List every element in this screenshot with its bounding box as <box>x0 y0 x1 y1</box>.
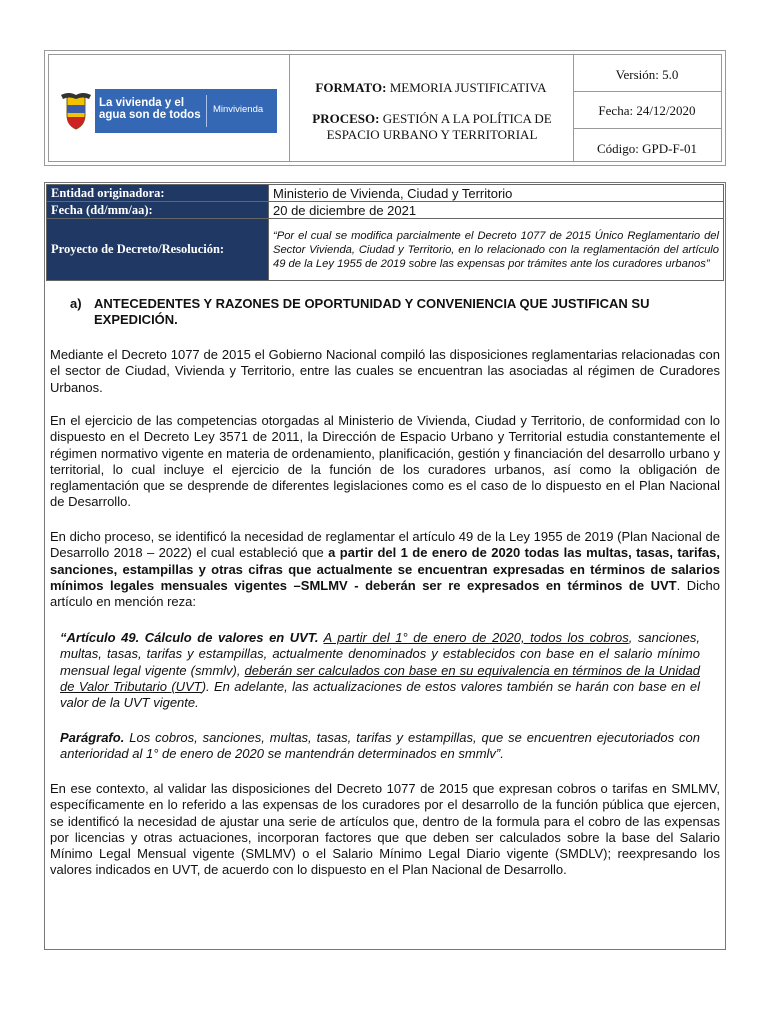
minvivienda-logo <box>55 89 277 133</box>
paragraph-1: Mediante el Decreto 1077 de 2015 el Gobierno Nacional compiló las disposiciones reglamentarias relacionadas con el sector de Ciudad, Vivienda y Territorio, entre las cuales se encuentran las asociadas al régimen de Curadores Urbanos. <box>50 347 720 395</box>
proyecto-value: “Por el cual se modifica parcialmente el Decreto 1077 de 2015 Único Reglamentario del Sector Vivienda, Ciudad y Territorio, en lo relacionado con la reglamentación del artículo 49 de la Ley 1955 de 2019 sobre las expensas por trámites ante los curadores urbanos” <box>269 219 724 281</box>
document-header <box>44 50 726 166</box>
section-title: ANTECEDENTES Y RAZONES DE OPORTUNIDAD Y CONVENIENCIA QUE JUSTIFICAN SU EXPEDICIÓN. <box>94 296 650 327</box>
formato-title: FORMATO: MEMORIA JUSTIFICATIVA <box>315 80 547 95</box>
proceso-title: PROCESO: GESTIÓN A LA POLÍTICA DE ESPACIO URBANO Y TERRITORIAL <box>312 111 552 142</box>
entidad-label: Entidad originadora: <box>47 185 269 202</box>
fecha-doc-value: 20 de diciembre de 2021 <box>269 202 724 219</box>
logo-cell <box>49 55 290 161</box>
paragraph-3: En dicho proceso, se identificó la necesidad de reglamentar el artículo 49 de la Ley 1955 de 2019 (Plan Nacional de Desarrollo 2018 – 2022) el cual estableció que a partir del 1 de enero de 2020 todas las multas, tasas, tarifas, sanciones, estampillas y otras cifras que actualmente se encuentran expresadas en términos de salarios mínimos legales mensuales vigentes –SMLMV - deberán ser re expresados en términos de UVT. Dicho artículo en mención reza: <box>50 529 720 610</box>
paragraph-4: En ese contexto, al validar las disposiciones del Decreto 1077 de 2015 que expresan cobros o tarifas en SMLMV, específicamente en lo referido a las expensas de los curadores por el desarrollo de la función pública que ejercen, se identificó la necesidad de ajustar una serie de artículos que, dentro de la formula para el cobro de las expensas por licencias y otras actuaciones, incorporan factores que que deben ser calculados sobre la base del Salario Mínimo Legal Mensual vigente (SMLMV) o el Salario Mínimo Legal Diario vigente (SMDLV); reexpresando los valores indicados en UVT, de acuerdo con lo dispuesto en el Plan Nacional de Desarrollo. <box>50 781 720 878</box>
fecha-label: Fecha: 24/12/2020 <box>598 103 696 118</box>
paragraph-2: En el ejercicio de las competencias otorgadas al Ministerio de Vivienda, Ciudad y Territorio, de conformidad con lo dispuesto en el Decreto Ley 3571 de 2011, la Dirección de Espacio Urbano y Territorial estudia constantemente el régimen normativo vigente en materia de ordenamiento, planificación, gestión y financiación del desarrollo urbano y territorial, lo cual incluye el ejercicio de la función de los curadores urbanos, así como la obligación de reglamentación que se desprende de diferentes legislaciones como es el caso de lo dispuesto en el Plan Nacional de Desarrollo. <box>50 413 720 510</box>
title-cell <box>289 55 574 161</box>
table-row <box>47 202 724 219</box>
logo-ministry-name: Minvivienda <box>213 104 264 115</box>
logo-divider <box>206 95 207 127</box>
proyecto-label: Proyecto de Decreto/Resolución: <box>47 219 269 281</box>
codigo-label: Código: GPD-F-01 <box>596 141 698 156</box>
quote-paragrafo: Parágrafo. Los cobros, sanciones, multas, tasas, tarifas y estampillas, que se encuentren ejecutoriados con anterioridad al 1° de enero de 2020 se mantendrán determinados en smmlv”. <box>60 730 700 762</box>
section-letter: a) <box>70 296 82 311</box>
version-label: Versión: 5.0 <box>615 67 679 82</box>
info-table <box>46 184 724 281</box>
table-row <box>47 219 724 281</box>
fecha-doc-label: Fecha (dd/mm/aa): <box>47 202 269 219</box>
logo-slogan: La vivienda y el agua son de todos <box>99 97 201 121</box>
meta-divider <box>573 128 721 129</box>
entidad-value: Ministerio de Vivienda, Ciudad y Territorio <box>269 185 724 202</box>
meta-cell <box>573 55 721 161</box>
quote-article-49: “Artículo 49. Cálculo de valores en UVT. A partir del 1° de enero de 2020, todos los cobros, sanciones, multas, tasas, tarifas y estampillas, actualmente denominados y establecidos con base en el salario mínimo mensual legal vigente (smmlv), deberán ser calculados con base en su equivalencia en términos de la Unidad de Valor Tributario (UVT). En adelante, las actualizaciones de estos valores también se harán con base en el valor de la UVT vigente. <box>60 630 701 711</box>
colombia-crest-icon <box>59 91 93 131</box>
meta-divider <box>573 91 721 92</box>
table-row <box>47 185 724 202</box>
